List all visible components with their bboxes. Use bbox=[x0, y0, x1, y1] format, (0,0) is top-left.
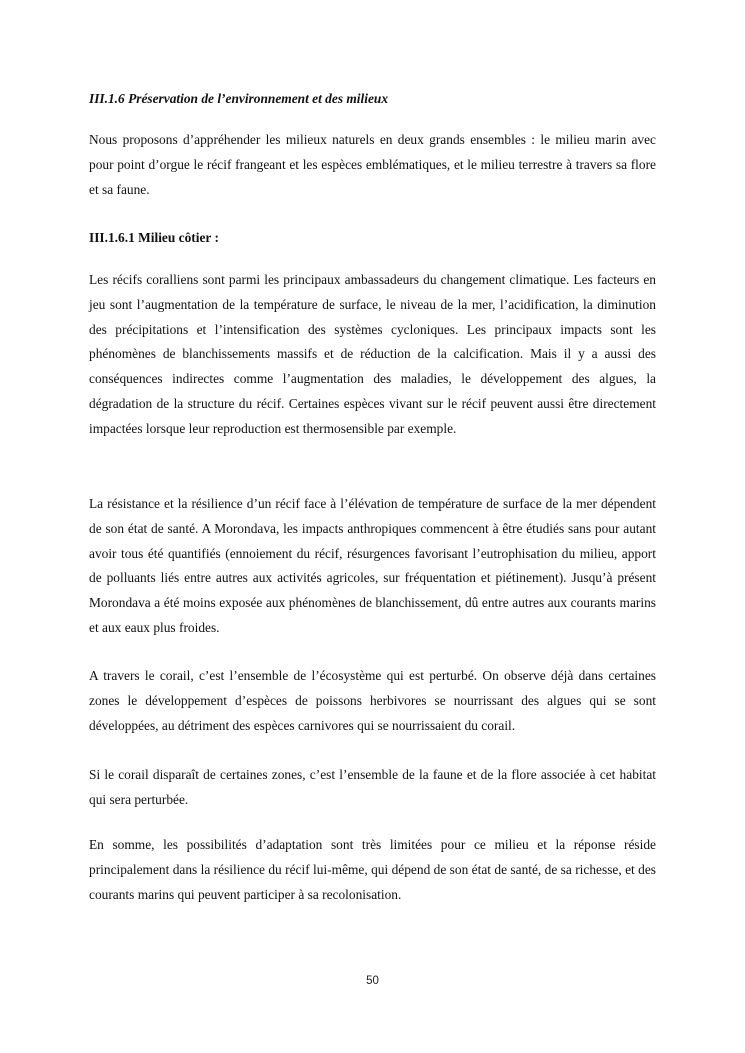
page-number: 50 bbox=[366, 975, 379, 987]
section-heading: III.1.6 Préservation de l’environnement et des milieux bbox=[89, 91, 389, 106]
paragraph-coral-reefs-climate: Les récifs coralliens sont parmi les principaux ambassadeurs du changement climatique. Les facteurs en jeu sont l’augmentation de la température de surface, le niveau de la mer, l’acidification, la diminution des précipitations et l’intensification des systèmes cycloniques. Les principaux impacts sont les phénomènes de blanchissements massifs et de réduction de la calcification. Mais il y a aussi des conséquences indirectes comme l’augmentation des maladies, le développement des algues, la dégradation de la structure du récif. Certaines espèces vivant sur le récif peuvent aussi être directement impactées lorsque leur reproduction est thermosensible par exemple. bbox=[89, 272, 656, 436]
paragraph-conclusion: En somme, les possibilités d’adaptation sont très limitées pour ce milieu et la réponse réside principalement dans la résilience du récif lui-même, qui dépend de son état de santé, de sa richesse, et des courants marins qui peuvent participer à sa recolonisation. bbox=[89, 837, 656, 902]
subsection-heading: III.1.6.1 Milieu côtier : bbox=[89, 230, 219, 245]
paragraph-ecosystem-disturbance: A travers le corail, c’est l’ensemble de l’écosystème qui est perturbé. On observe déjà dans certaines zones le développement d’espèces de poissons herbivores se nourrissant des algues qui se sont développées, au détriment des espèces carnivores qui se nourrissaient du corail. bbox=[89, 668, 656, 733]
section-intro-paragraph: Nous proposons d’appréhender les milieux naturels en deux grands ensembles : le milieu marin avec pour point d’orgue le récif frangeant et les espèces emblématiques, et le milieu terrestre à travers sa flore et sa faune. bbox=[89, 132, 656, 197]
paragraph-reef-resilience: La résistance et la résilience d’un récif face à l’élévation de température de surface de la mer dépendent de son état de santé. A Morondava, les impacts anthropiques commencent à être étudiés sans pour autant avoir tous été quantifiés (ennoiement du récif, résurgences favorisant l’eutrophisation du milieu, apport de polluants liés entre autres aux activités agricoles, sur fréquentation et piétinement). Jusqu’à présent Morondava a été moins exposée aux phénomènes de blanchissement, dû entre autres aux courants marins et aux eaux plus froides. bbox=[89, 496, 656, 635]
paragraph-coral-disappearance: Si le corail disparaît de certaines zones, c’est l’ensemble de la faune et de la flore associée à cet habitat qui sera perturbée. bbox=[89, 767, 656, 807]
